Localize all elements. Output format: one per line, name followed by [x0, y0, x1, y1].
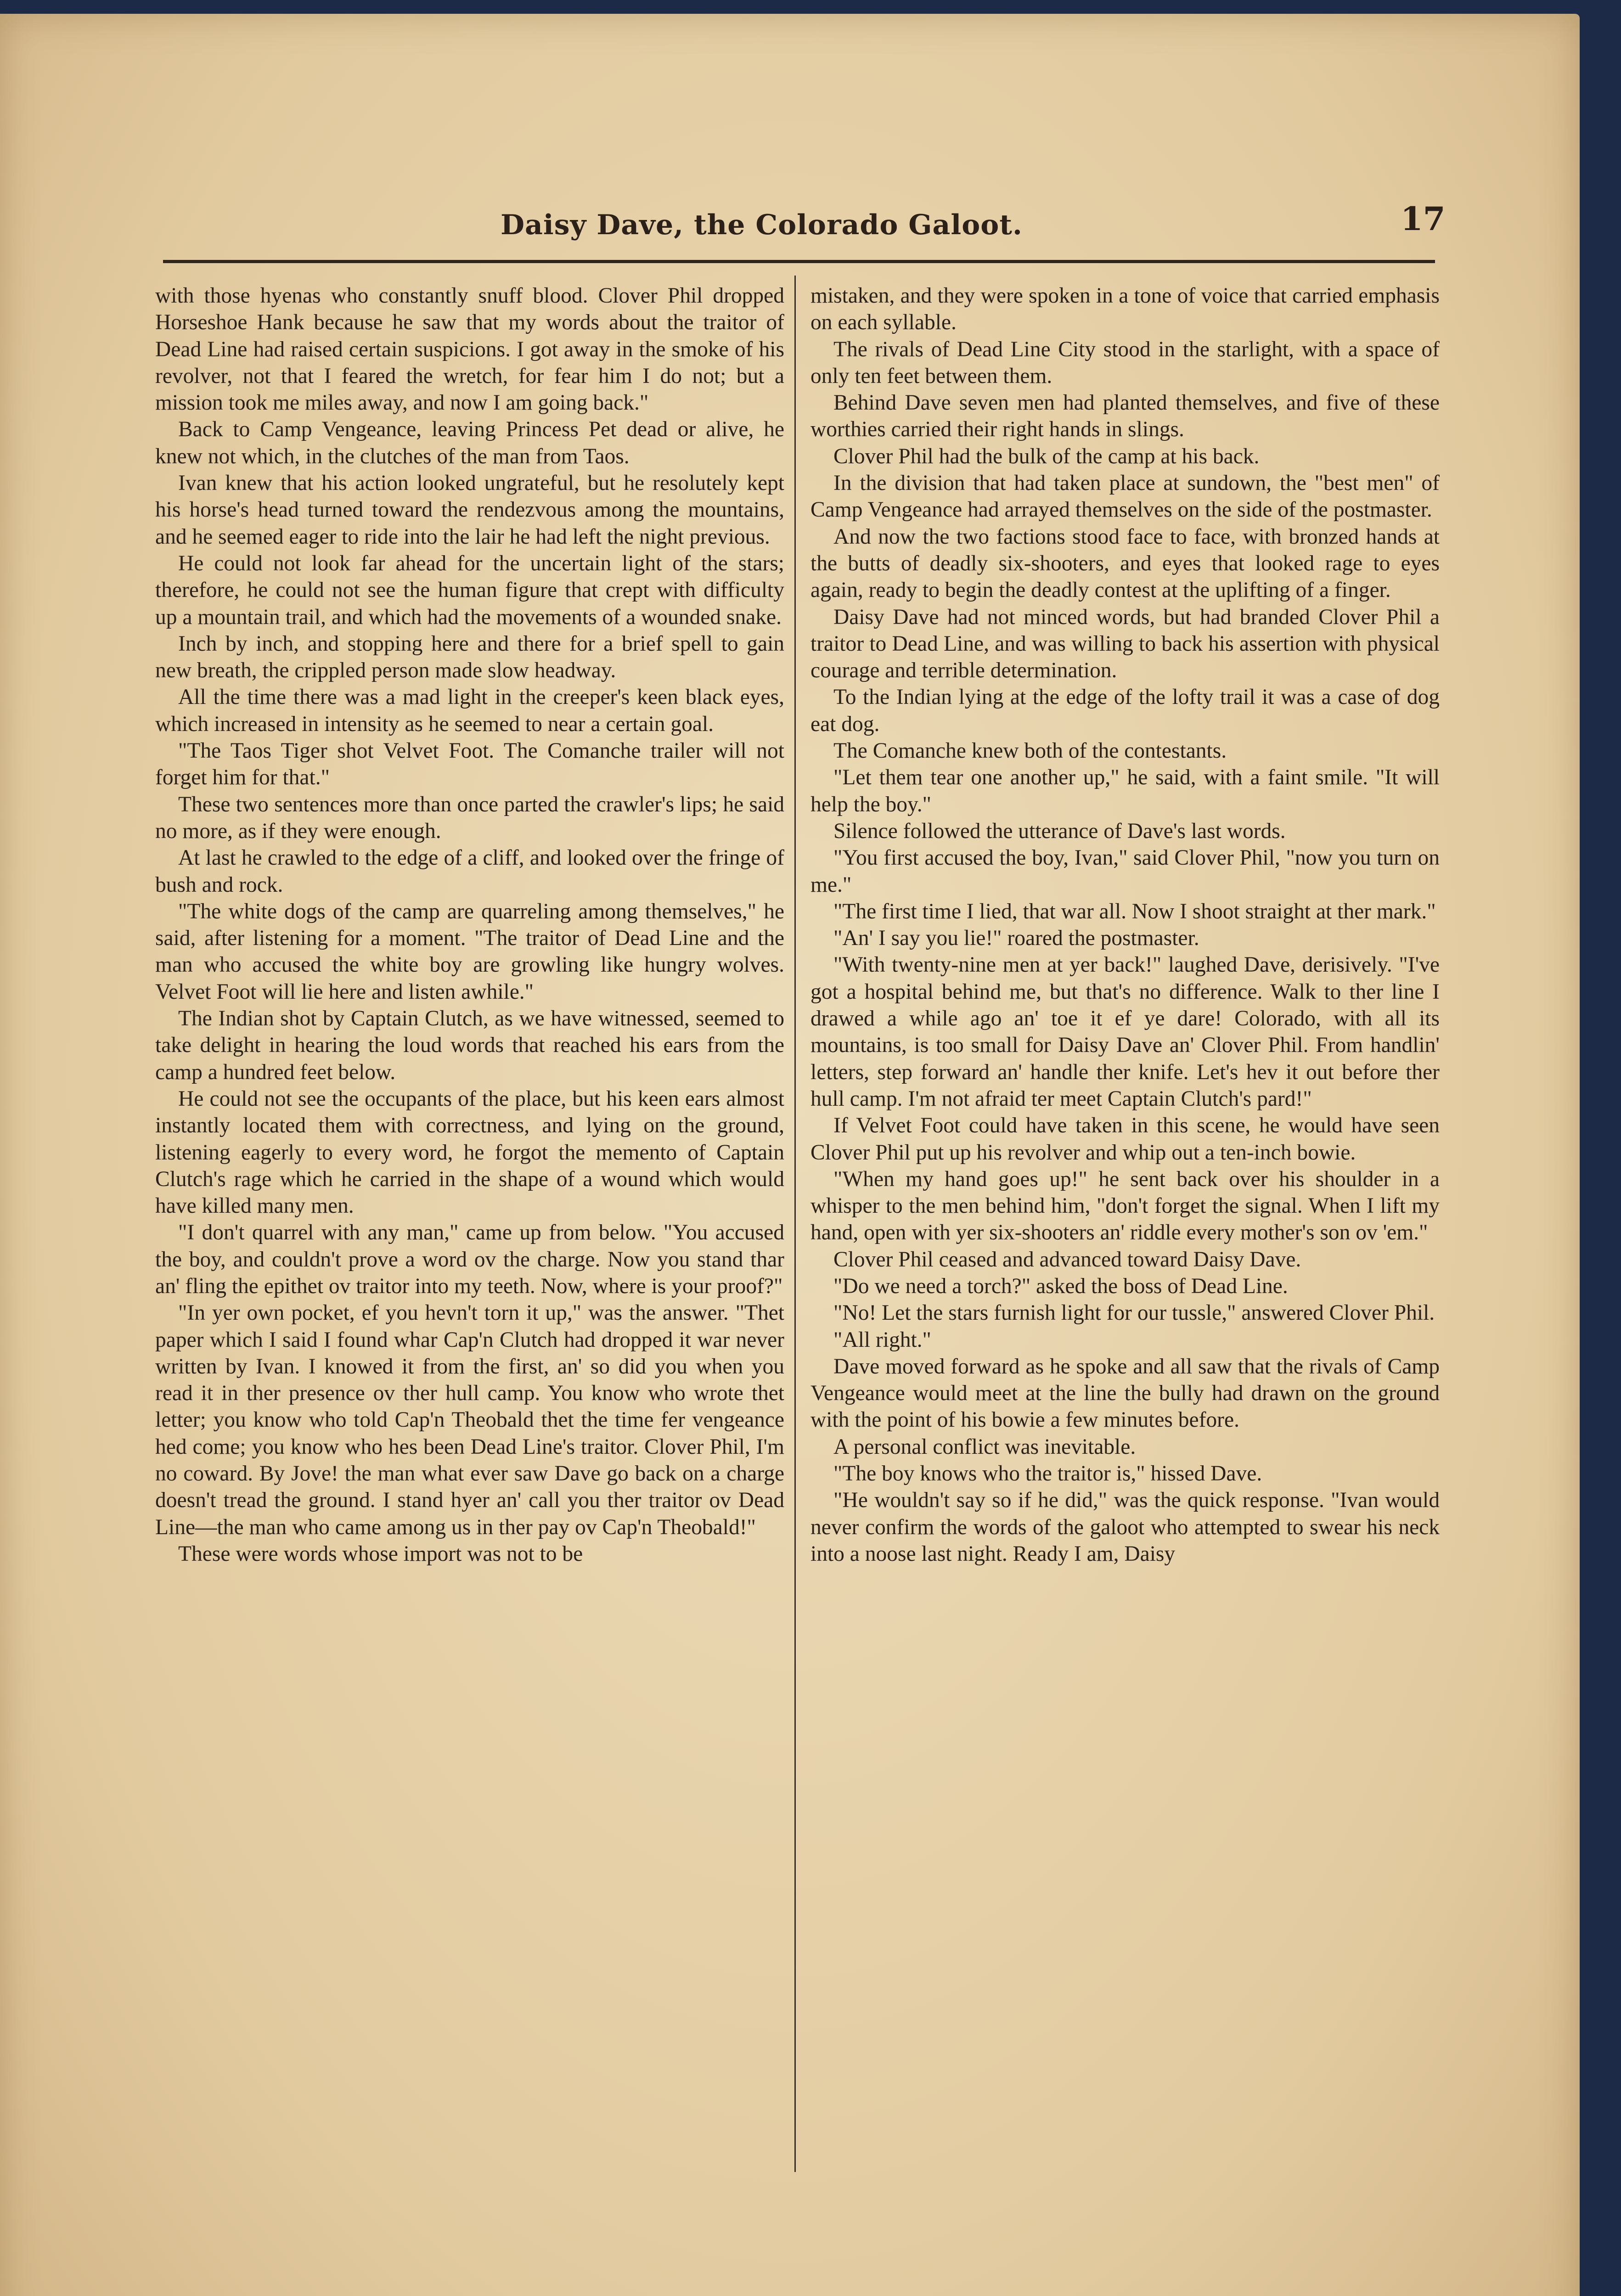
paragraph: And now the two factions stood face to face, with bronzed hands at the butts of deadly six-shooters, and eyes that looked rage to eyes again, ready to begin the deadly contest at the uplifting of a finger.: [810, 524, 1440, 602]
paragraph: Ivan knew that his action looked ungrateful, but he resolutely kept his horse's head turned toward the rendezvous among the mountains, and he seemed eager to ride into the lair he had left the night previous.: [155, 471, 784, 549]
paragraph: "You first accused the boy, Ivan," said Clover Phil, "now you turn on me.": [810, 846, 1440, 897]
paragraph: If Velvet Foot could have taken in this scene, he would have seen Clover Phil put up his revolver and whip out a ten-inch bowie.: [810, 1114, 1440, 1165]
running-head-title: Daisy Dave, the Colorado Galoot.: [501, 209, 1023, 241]
paragraph: The Indian shot by Captain Clutch, as we have witnessed, seemed to take delight in hearing the loud words that reached his ears from the camp a hundred feet below.: [155, 1007, 784, 1084]
paragraph: "I don't quarrel with any man," came up from below. "You accused the boy, and couldn't prove a word ov the charge. Now you stand thar an' fling the epithet ov traitor into my teeth. Now, where is your proof?": [155, 1221, 784, 1298]
paragraph: A personal conflict was inevitable.: [833, 1435, 1136, 1459]
paragraph: "No! Let the stars furnish light for our tussle," answered Clover Phil.: [833, 1301, 1435, 1325]
paragraph: "Let them tear one another up," he said, with a faint smile. "It will help the boy.": [810, 765, 1440, 816]
paragraph: In the division that had taken place at sundown, the "best men" of Camp Vengeance had arrayed themselves on the side of the postmaster.: [810, 471, 1440, 522]
paragraph: "With twenty-nine men at yer back!" laughed Dave, derisively. "I've got a hospital behind me, but that's no difference. Walk to ther line I drawed a while ago an' toe it ef ye dare! Colorado, with all its mountains, is too small for Daisy Dave an' Clover Phil. From handlin' letters, step forward an' handle ther knife. Let's hev it out before ther hull camp. I'm not afraid ter meet Captain Clutch's pard!": [810, 953, 1440, 1111]
paragraph: "In yer own pocket, ef you hevn't torn it up," was the answer. "Thet paper which I said I found whar Cap'n Clutch had dropped it war never written by Ivan. I knowed it from the first, an' so did you when you read it in ther presence ov ther hull camp. You know who wrote thet letter; you know who told Cap'n Theobald thet the time fer vengeance hed come; you know who hes been Dead Line's traitor. Clover Phil, I'm no coward. By Jove! the man what ever saw Dave go back on a charge doesn't tread the ground. I stand hyer an' call you ther traitor ov Dead Line—the man who came among us in ther pay ov Cap'n Theobald!": [155, 1301, 784, 1539]
paragraph: "An' I say you lie!" roared the postmaster.: [833, 926, 1199, 951]
page-number: 17: [1401, 200, 1446, 238]
paragraph: Clover Phil ceased and advanced toward Daisy Dave.: [833, 1247, 1301, 1272]
paragraph: At last he crawled to the edge of a cliff, and looked over the fringe of bush and rock.: [155, 846, 784, 897]
paragraph: "When my hand goes up!" he sent back over his shoulder in a whisper to the men behind him, "don't forget the signal. When I lift my hand, open with yer six-shooters an' riddle every mother's son ov 'em.": [810, 1167, 1440, 1245]
paragraph: "The Taos Tiger shot Velvet Foot. The Comanche trailer will not forget him for that.": [155, 739, 784, 790]
paragraph: Silence followed the utterance of Dave's last words.: [833, 819, 1286, 843]
paragraph: Dave moved forward as he spoke and all saw that the rivals of Camp Vengeance would meet at the line the bully had drawn on the ground with the point of his bowie a few minutes before.: [810, 1354, 1440, 1432]
book-page: [0, 14, 1580, 2296]
paragraph: Behind Dave seven men had planted themselves, and five of these worthies carried their right hands in slings.: [810, 391, 1440, 442]
paragraph: These were words whose import was not to be: [178, 1542, 583, 1566]
paragraph: "The boy knows who the traitor is," hissed Dave.: [833, 1462, 1262, 1486]
paragraph: Back to Camp Vengeance, leaving Princess Pet dead or alive, he knew not which, in the clutches of the man from Taos.: [155, 417, 784, 468]
paragraph: mistaken, and they were spoken in a tone of voice that carried emphasis on each syllable.: [810, 284, 1440, 335]
paragraph: "The white dogs of the camp are quarreling among themselves," he said, after listening for a moment. "The traitor of Dead Line and the man who accused the white boy are growling like hungry wolves. Velvet Foot will lie here and listen awhile.": [155, 899, 784, 1004]
paragraph: The rivals of Dead Line City stood in the starlight, with a space of only ten feet between them.: [810, 337, 1440, 388]
right-column: [810, 282, 1440, 1567]
paragraph: He could not see the occupants of the place, but his keen ears almost instantly located them with correctness, and lying on the ground, listening eagerly to every word, he forgot the memento of Captain Clutch's rage which he carried in the shape of a wound which would have killed many men.: [155, 1086, 784, 1218]
paragraph: All the time there was a mad light in the creeper's keen black eyes, which increased in intensity as he seemed to near a certain goal.: [155, 685, 784, 736]
paragraph: "He wouldn't say so if he did," was the quick response. "Ivan would never confirm the words of the galoot who attempted to swear his neck into a noose last night. Ready I am, Daisy: [810, 1488, 1440, 1566]
paragraph: To the Indian lying at the edge of the lofty trail it was a case of dog eat dog.: [810, 685, 1440, 736]
paragraph: Daisy Dave had not minced words, but had branded Clover Phil a traitor to Dead Line, and was willing to back his assertion with physical courage and terrible determination.: [810, 605, 1440, 683]
paragraph: "The first time I lied, that war all. Now I shoot straight at ther mark.": [833, 899, 1436, 923]
paragraph: Inch by inch, and stopping here and there for a brief spell to gain new breath, the crippled person made slow headway.: [155, 631, 784, 683]
paragraph: with those hyenas who constantly snuff blood. Clover Phil dropped Horseshoe Hank because he saw that my words about the traitor of Dead Line had raised certain suspicions. I got away in the smoke of his revolver, not that I feared the wretch, for fear him I do not; but a mission took me miles away, and now I am going back.": [155, 284, 784, 415]
column-divider: [794, 276, 796, 2172]
header-rule: [163, 260, 1435, 263]
paragraph: He could not look far ahead for the uncertain light of the stars; therefore, he could not see the human figure that crept with difficulty up a mountain trail, and which had the movements of a wounded snake.: [155, 551, 784, 629]
paragraph: "Do we need a torch?" asked the boss of Dead Line.: [833, 1274, 1288, 1298]
paragraph: "All right.": [833, 1328, 931, 1352]
paragraph: The Comanche knew both of the contestants.: [833, 739, 1227, 763]
paragraph: These two sentences more than once parted the crawler's lips; he said no more, as if they were enough.: [155, 792, 784, 843]
paragraph: Clover Phil had the bulk of the camp at his back.: [833, 444, 1260, 468]
left-column: [155, 282, 784, 1567]
